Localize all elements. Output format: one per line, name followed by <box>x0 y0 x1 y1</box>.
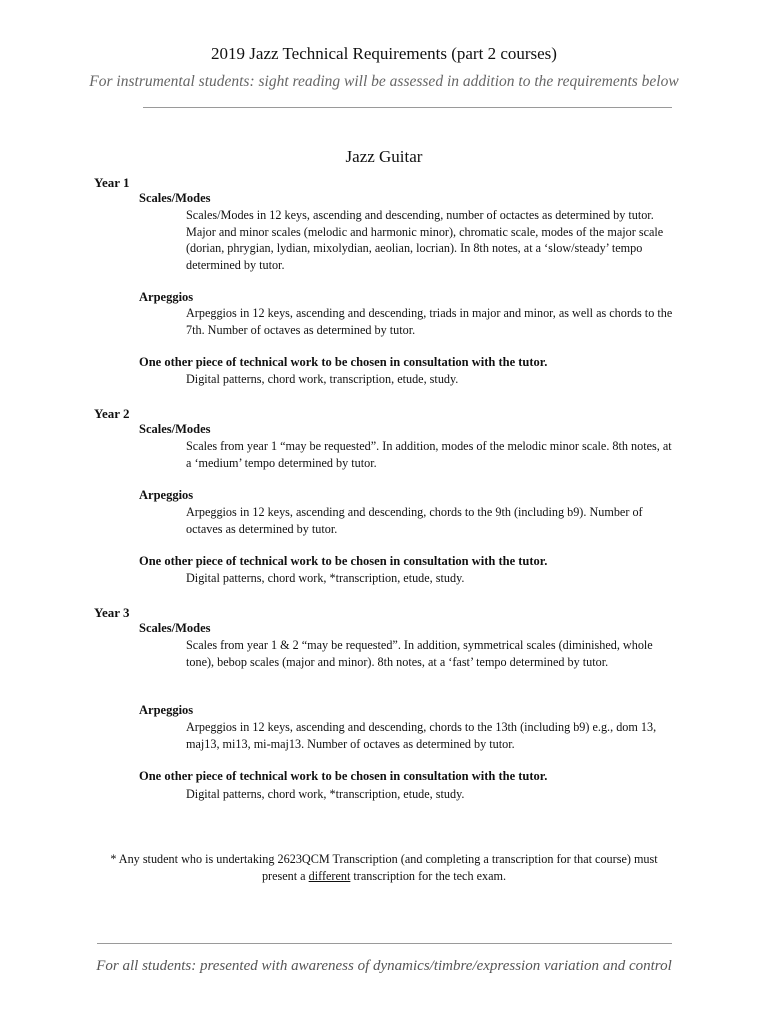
year-1-scales-text: Scales/Modes in 12 keys, ascending and descending, number of octactes as determined by tutor. Major and minor scales (melodic and harmonic minor), chromatic scale, modes of the major scale (dorian, phrygian, lydian, mixolydian, aeolian, locrian). In 8th notes, at a ‘slow/steady’ tempo determined by tutor. <box>186 208 664 272</box>
section-title: Jazz Guitar <box>345 147 423 166</box>
footnote-text-after: transcription for the tech exam. <box>350 869 507 883</box>
year-2-scales-heading: Scales/Modes <box>139 422 211 436</box>
year-1-other-heading: One other piece of technical work to be chosen in consultation with the tutor. <box>139 355 548 369</box>
header-divider <box>143 107 672 108</box>
footer-note: For all students: presented with awareness of dynamics/timbre/expression variation and control <box>96 958 672 974</box>
year-3-other-heading: One other piece of technical work to be chosen in consultation with the tutor. <box>139 769 548 783</box>
transcription-footnote <box>100 851 668 885</box>
footnote-text-before: * Any student who is undertaking 2623QCM Transcription (and completing a transcription for that course) must present a <box>110 852 658 883</box>
footer-divider <box>97 943 672 944</box>
year-3-arpeggios-heading: Arpeggios <box>139 703 194 717</box>
year-1-arpeggios-heading: Arpeggios <box>139 290 194 304</box>
year-3-scales-heading: Scales/Modes <box>139 621 211 635</box>
year-2-heading: Year 2 <box>94 406 130 421</box>
year-1-scales-heading: Scales/Modes <box>139 191 211 205</box>
year-2-other-text: Digital patterns, chord work, *transcription, etude, study. <box>186 571 465 585</box>
page-subtitle: For instrumental students: sight reading will be assessed in addition to the requirements below <box>89 73 679 90</box>
year-2-arpeggios-text: Arpeggios in 12 keys, ascending and descending, chords to the 9th (including b9). Number of octaves as determined by tutor. <box>186 505 643 536</box>
year-3-other-text: Digital patterns, chord work, *transcription, etude, study. <box>186 787 465 801</box>
page-title: 2019 Jazz Technical Requirements (part 2 courses) <box>211 44 557 63</box>
year-3-arpeggios-text: Arpeggios in 12 keys, ascending and descending, chords to the 13th (including b9) e.g., dom 13, maj13, mi13, mi-maj13. Number of octaves as determined by tutor. <box>186 720 657 751</box>
year-1-arpeggios-text: Arpeggios in 12 keys, ascending and descending, triads in major and minor, as well as chords to the 7th. Number of octaves as determined by tutor. <box>186 306 673 337</box>
year-3-scales-text: Scales from year 1 & 2 “may be requested”. In addition, symmetrical scales (diminished, whole tone), bebop scales (major and minor). 8th notes, at a ‘fast’ tempo determined by tutor. <box>186 638 653 669</box>
footnote-emphasis: different <box>308 869 351 883</box>
year-2-arpeggios-heading: Arpeggios <box>139 488 194 502</box>
year-1-heading: Year 1 <box>94 175 130 190</box>
year-2-other-heading: One other piece of technical work to be chosen in consultation with the tutor. <box>139 554 548 568</box>
year-3-heading: Year 3 <box>94 605 130 620</box>
year-1-other-text: Digital patterns, chord work, transcription, etude, study. <box>186 372 459 386</box>
year-2-scales-text: Scales from year 1 “may be requested”. In addition, modes of the melodic minor scale. 8th notes, at a ‘medium’ tempo determined by tutor. <box>186 439 672 470</box>
